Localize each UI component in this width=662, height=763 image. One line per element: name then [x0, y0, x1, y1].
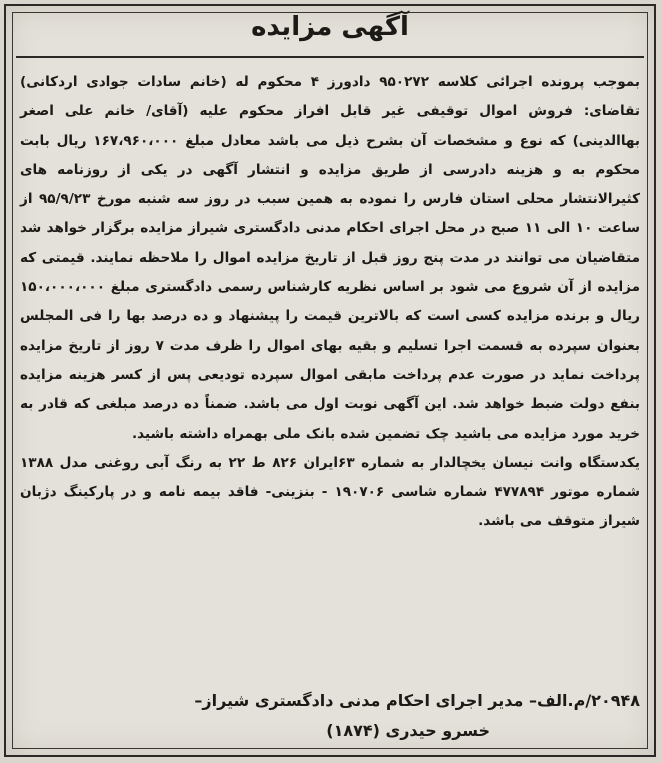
signature-office-line: ۲۰۹۴۸/م.الف– مدیر اجرای احکام مدنی دادگستری شیراز– [194, 691, 640, 710]
notice-title: آگهی مزایده [251, 12, 409, 42]
notice-sheet [4, 4, 656, 757]
notice-paragraph-vehicle: یکدستگاه وانت نیسان یخچالدار به شماره ۶۳ایران ۸۲۶ ط ۲۲ به رنگ آبی روغنی مدل ۱۳۸۸ شماره موتور ۴۷۷۸۹۴ شماره شاسی ۱۹۰۷۰۶ - بنزینی- فاقد بیمه نامه و در پارکینگ دژبان شیراز متوقف می باشد. [20, 454, 640, 530]
signature-name-line: خسرو حیدری (۱۸۷۴) [326, 721, 490, 740]
notice-paragraph-main: بموجب پرونده اجرائی کلاسه ۹۵۰۲۷۲ دادورز ۴ محکوم له (خانم سادات جوادی اردکانی) تقاضای: فروش اموال توقیفی غیر قابل افراز محکوم علیه (آقای/ خانم علی اصغر بهاالدینی) که نوع و مشخصات آن بشرح ذیل می باشد معادل مبلغ ۱۶۷،۹۶۰،۰۰۰ ریال بابت محکوم به و هزینه دادرسی از طریق مزایده و انتشار آگهی در یکی از روزنامه های کثیرالانتشار محلی استان فارس را نموده به همین سبب در روز سه شنبه مورخ ۹۵/۹/۲۳ از ساعت ۱۰ الی ۱۱ صبح در محل اجرای احکام مدنی دادگستری شیراز مزایده برگزار خواهد شد متقاضیان می توانند در مدت پنج روز قبل از تاریخ مزایده اموال را ملاحظه نمایند. قیمتی که مزایده از آن شروع می شود بر اساس نظریه کارشناس رسمی دادگستری مبلغ ۱۵۰،۰۰۰،۰۰۰ ریال و برنده مزایده کسی است که بالاترین قیمت را پیشنهاد و ده درصد بها را فی المجلس بعنوان سپرده به قسمت اجرا تسلیم و بقیه بهای اموال را ظرف مدت ۷ روز از تاریخ مزایده پرداخت نماید در صورت عدم پرداخت مابقی اموال سپرده تودیعی پس از کسر هزینه مزایده بنفع دولت ضبط خواهد شد. این آگهی نوبت اول می باشد. ضمناً ده درصد مبلغی که قادر به خرید مورد مزایده می باشید چک تضمین شده بانک ملی بهمراه داشته باشید. [20, 74, 641, 442]
notice-signature [20, 686, 640, 746]
title-divider [16, 56, 644, 58]
notice-body [20, 68, 640, 537]
